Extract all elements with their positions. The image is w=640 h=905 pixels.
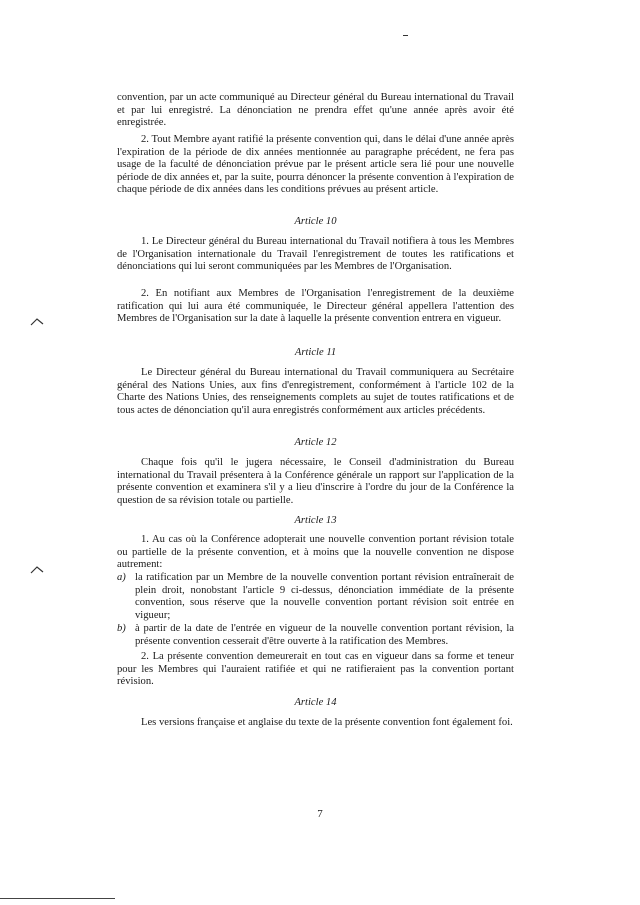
paragraph-text: Les versions française et anglaise du texte de la présente convention font également foi. (141, 717, 513, 728)
paragraph-denunciation (117, 134, 514, 197)
paragraph-text: 1. Au cas où la Conférence adopterait une nouvelle convention portant révision totale ou partielle de la présente convention, et à moins que la nouvelle convention ne dispose autrement: (117, 534, 514, 571)
paragraph-continuation (117, 92, 514, 130)
article-13-item-a (117, 572, 514, 622)
article-10-paragraph-1 (117, 236, 514, 274)
list-item-text: la ratification par un Membre de la nouvelle convention portant révision entraînerait de plein droit, nonobstant l'article 9 ci-dessus, dénonciation immédiate de la présente convention, sous réserve que la nouvelle convention portant révision soit entrée en vigueur; (135, 572, 514, 621)
paragraph-text: convention, par un acte communiqué au Directeur général du Bureau international du Travail et par lui enregistré. La dénonciation ne prendra effet qu'une année après avoir été enregistrée. (117, 92, 514, 129)
top-dash-mark (403, 35, 408, 36)
paragraph-text: Chaque fois qu'il le jugera nécessaire, le Conseil d'administration du Bureau international du Travail présentera à la Conférence générale un rapport sur l'application de la présente convention et examinera s'il y a lieu d'inscrire à l'ordre du jour de la Conférence la question de sa révision totale ou partielle. (117, 457, 514, 506)
list-marker: b) (117, 623, 126, 634)
list-marker: a) (117, 572, 126, 583)
article-13-paragraph-2 (117, 651, 514, 689)
paragraph-text: Le Directeur général du Bureau international du Travail communiquera au Secrétaire général des Nations Unies, aux fins d'enregistrement, conformément à l'article 102 de la Charte des Nations Unies, des renseignements complets au sujet de toutes ratifications et de tous actes de dénonciation qu'il aura enregistrés conformément aux articles précédents. (117, 367, 514, 416)
paragraph-text: 2. Tout Membre ayant ratifié la présente convention qui, dans le délai d'une année après l'expiration de la période de dix années mentionnée au paragraphe précédent, ne fera pas usage de la faculté de dénonciation prévue par le présent article sera lié pour une nouvelle période de dix années et, par la suite, pourra dénoncer la présente convention à l'expiration de chaque période de dix années dans les conditions prévues au présent article. (117, 134, 514, 196)
article-13-item-b (117, 623, 514, 648)
list-item-text: à partir de la date de l'entrée en vigueur de la nouvelle convention portant révision, la présente convention cesserait d'être ouverte à la ratification des Membres. (135, 623, 514, 647)
article-12-paragraph-1 (117, 457, 514, 507)
page-number: 7 (317, 808, 323, 820)
article-14-paragraph-1 (117, 717, 514, 730)
article-10-paragraph-2 (117, 288, 514, 326)
article-heading-14: Article 14 (294, 697, 337, 708)
article-heading-13: Article 13 (294, 515, 337, 526)
bottom-rule (0, 898, 115, 899)
article-11-paragraph-1 (117, 367, 514, 417)
article-heading-12: Article 12 (294, 437, 337, 448)
margin-caret-icon (30, 566, 44, 574)
margin-caret-icon (30, 318, 44, 326)
paragraph-text: 2. En notifiant aux Membres de l'Organisation l'enregistrement de la deuxième ratification qui lui aura été communiquée, le Directeur général appellera l'attention des Membres de l'Organisation sur la date à laquelle la présente convention entrera en vigueur. (117, 288, 514, 325)
paragraph-text: 2. La présente convention demeurerait en tout cas en vigueur dans sa forme et teneur pour les Membres qui l'auraient ratifiée et qui ne ratifieraient pas la convention portant révision. (117, 651, 514, 688)
paragraph-text: 1. Le Directeur général du Bureau international du Travail notifiera à tous les Membres de l'Organisation internationale du Travail l'enregistrement de toutes les ratifications et dénonciations qui lui seront communiquées par les Membres de l'Organisation. (117, 236, 514, 273)
article-13-paragraph-1 (117, 534, 514, 572)
article-heading-11: Article 11 (294, 347, 337, 358)
article-heading-10: Article 10 (294, 216, 337, 227)
